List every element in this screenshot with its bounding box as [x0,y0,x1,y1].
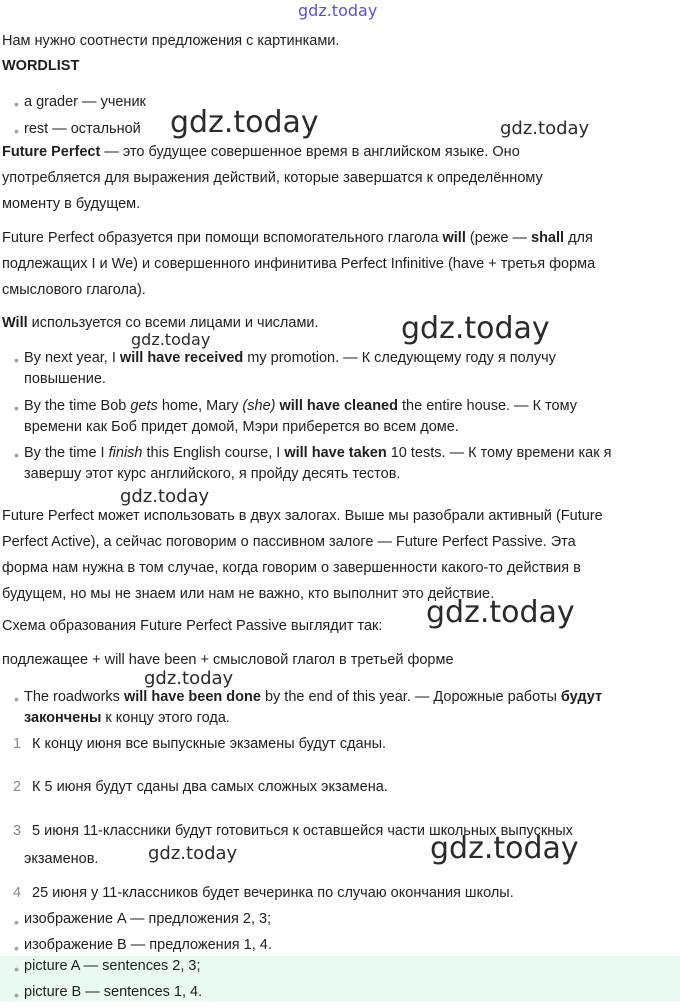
answer-item: изображение B — предложения 1, 4. [24,937,272,953]
watermark: gdz.today [148,843,238,864]
sentence-number: 1 [13,736,22,752]
paragraph-line: Perfect Active), а сейчас поговорим о пассивном залоге — Future Perfect Passive. Эта [2,534,576,550]
bullet-dot: • [14,987,19,1003]
paragraph-line: подлежащих I и We) и совершенного инфинитива Perfect Infinitive (have + третья форма [2,256,596,272]
sentence-number: 3 [13,823,22,839]
watermark: gdz.today [426,595,575,630]
paragraph-line: Future Perfect — это будущее совершенное время в английском языке. Оно [2,144,520,160]
bullet-dot: • [14,123,19,139]
answer-item: изображение A — предложения 2, 3; [24,911,272,927]
wordlist-item: a grader — ученик [24,94,146,110]
example-item: By next year, I will have received my promotion. — К следующему году я получу повышение. [24,350,556,387]
bullet-dot: • [14,961,19,977]
scheme-formula: подлежащее + will have been + смысловой глагол в третьей форме [2,652,454,668]
watermark: gdz.today [170,105,319,140]
paragraph-line: Will используется со всеми лицами и числами. [2,315,319,331]
bullet-dot: • [14,96,19,112]
watermark: gdz.today [430,831,579,866]
paragraph-line: употребляется для выражения действий, которые завершатся к определённому [2,170,543,186]
watermark: gdz.today [144,668,234,689]
paragraph-line: Future Perfect образуется при помощи вспомогательного глагола will (реже — shall для [2,230,593,246]
sentence-text: экзаменов. [24,851,99,867]
wordlist-title: WORDLIST [2,58,80,74]
bullet-dot: • [14,400,19,416]
watermark: gdz.today [298,1,378,20]
watermark: gdz.today [401,311,550,346]
paragraph-line: моменту в будущем. [2,196,141,212]
sentence-text: К 5 июня будут сданы два самых сложных экзамена. [32,779,388,795]
term: Future Perfect [2,144,101,160]
example-item: The roadworks will have been done by the end of this year. — Дорожные работы будут закончены к концу этого года. [24,689,603,726]
sentence-text: 25 июня у 11-классников будет вечеринка по случаю окончания школы. [32,885,514,901]
example-item: By the time Bob gets home, Mary (she) will have cleaned the entire house. — К тому времени как Боб придет домой, Мэри приберется во всем доме. [24,398,577,435]
bullet-dot: • [14,352,19,368]
sentence-number: 2 [13,779,22,795]
answer-item: picture A — sentences 2, 3; [24,958,201,974]
wordlist-item: rest — остальной [24,121,141,137]
sentence-number: 4 [13,885,22,901]
bullet-dot: • [14,940,19,956]
answer-item: picture B — sentences 1, 4. [24,984,203,1000]
bullet-dot: • [14,691,19,707]
paragraph-line: будущем, но мы не знаем или нам не важно, кто выполнит это действие. [2,586,495,602]
example-item: By the time I finish this English course, I will have taken 10 tests. — К тому времени как я завершу этот курс английского, я пройду десять тестов. [24,445,612,482]
paragraph-line: Future Perfect может использовать в двух залогах. Выше мы разобрали активный (Future [2,508,603,524]
watermark: gdz.today [131,330,211,349]
intro-text: Нам нужно соотнести предложения с картинками. [2,33,340,49]
sentence-text: 5 июня 11-классники будут готовиться к оставшейся части школьных выпускных [32,823,573,839]
scheme-intro: Схема образования Future Perfect Passive выглядит так: [2,618,383,634]
sentence-text: К концу июня все выпускные экзамены будут сданы. [32,736,387,752]
bullet-dot: • [14,447,19,463]
watermark: gdz.today [500,118,590,139]
paragraph-line: смыслового глагола). [2,282,146,298]
paragraph-line: форма нам нужна в том случае, когда говорим о завершенности какого-то действия в [2,560,581,576]
bullet-dot: • [14,914,19,930]
watermark: gdz.today [120,486,210,507]
